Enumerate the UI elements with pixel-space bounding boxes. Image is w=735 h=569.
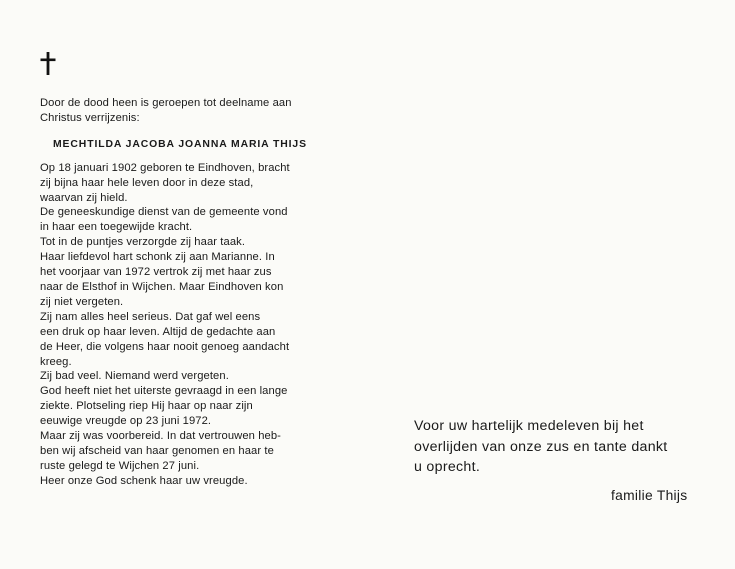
obituary-text [40,96,326,489]
paragraph: Maar zij was voorbereid. In dat vertrouwen heb- ben wij afscheid van haar genomen en haar te ruste gelegd te Wijchen 27 juni. [40,430,281,472]
paragraph: De geneeskundige dienst van de gemeente vond in haar een toegewijde kracht. [40,206,288,234]
paragraph: Haar liefdevol hart schonk zij aan Marianne. In het voorjaar van 1972 vertrok zij met haar zus naar de Elsthof in Wijchen. Maar Eindhoven kon zij niet vergeten. [40,251,284,308]
paragraph: Zij nam alles heel serieus. Dat gaf wel eens een druk op haar leven. Altijd de gedachte aan de Heer, die volgens haar nooit genoeg aandacht kreeg. [40,310,290,368]
paragraph: Heer onze God schenk haar uw vreugde. [40,474,248,487]
paragraph: Op 18 januari 1902 geboren te Eindhoven, bracht zij bijna haar hele leven door in deze stad, waarvan zij hield. [40,161,290,204]
intro-text: Door de dood heen is geroepen tot deelname aan Christus verrijzenis: [40,97,292,124]
cross-icon [38,50,58,76]
paragraph: God heeft niet het uiterste gevraagd in een lange ziekte. Plotseling riep Hij haar op naar zijn eeuwige vreugde op 23 juni 1972. [40,385,288,428]
deceased-name: MECHTILDA JACOBA JOANNA MARIA THIJS [53,138,307,150]
thank-you-note [414,416,696,503]
family-signature: familie Thijs [611,488,688,503]
thanks-text: Voor uw hartelijk medeleven bij het overlijden van onze zus en tante dankt u oprecht. [414,418,668,476]
paragraph: Tot in de puntjes verzorgde zij haar taak. [40,236,246,249]
paragraph: Zij bad veel. Niemand werd vergeten. [40,370,229,383]
